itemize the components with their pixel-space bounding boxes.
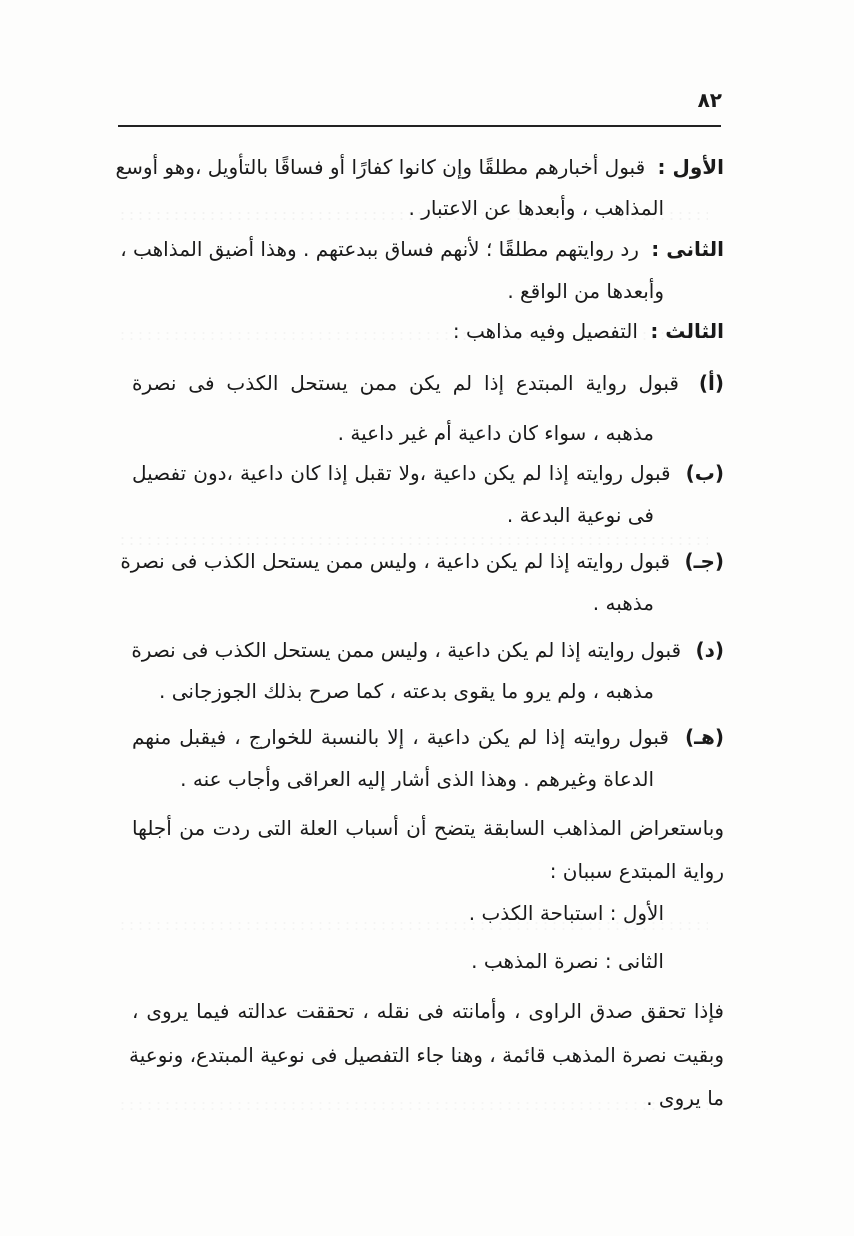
paragraph-first-line1 (115, 152, 724, 182)
item-b-line1 (132, 458, 724, 488)
item-text: قبول رواية المبتدع إذا لم يكن ممن يستحل الكذب فى نصرة (132, 371, 679, 395)
scan-noise (118, 920, 708, 930)
paragraph-text: قبول أخبارهم مطلقًا وإن كانوا كفارًا أو فساقًا بالتأويل ،وهو أوسع (115, 155, 646, 179)
reason-first: الأول : استباحة الكذب . (468, 901, 664, 925)
item-d-line1 (132, 635, 724, 665)
item-text: قبول روايته إذا لم يكن داعية ، وليس ممن يستحل الكذب فى نصرة (120, 549, 671, 573)
page-number: ٨٢ (697, 88, 722, 112)
item-marker: (أ) (698, 371, 724, 395)
item-b-line2: فى نوعية البدعة . (506, 503, 654, 527)
item-text: قبول روايته إذا لم يكن داعية ،ولا تقبل إذا كان داعية ،دون تفصيل (132, 461, 671, 485)
item-marker: (ب) (685, 461, 724, 485)
scan-noise (118, 330, 708, 340)
conclusion-line1: وباستعراض المذاهب السابقة يتضح أن أسباب العلة التى ردت من أجلها (132, 816, 724, 840)
item-marker: (هـ) (685, 725, 725, 749)
paragraph-text: التفصيل وفيه مذاهب : (452, 319, 638, 343)
scan-noise (118, 1100, 708, 1110)
reason-second: الثانى : نصرة المذهب . (471, 949, 664, 973)
paragraph-second-line1 (120, 234, 724, 264)
paragraph-text: رد روايتهم مطلقًا ؛ لأنهم فساق ببدعتهم . وهذا أضيق المذاهب ، (120, 237, 639, 261)
item-a-line1 (132, 368, 724, 398)
item-a-line2: مذهبه ، سواء كان داعية أم غير داعية . (337, 421, 654, 445)
paragraph-label: الثالث : (650, 319, 724, 343)
paragraph-first-line2: المذاهب ، وأبعدها عن الاعتبار . (408, 196, 664, 220)
paragraph-label: الثانى : (651, 237, 724, 261)
item-text: قبول روايته إذا لم يكن داعية ، إلا بالنسبة للخوارج ، فيقبل منهم (132, 725, 669, 749)
conclusion-line3: فإذا تحقق صدق الراوى ، وأمانته فى نقله ، تحققت عدالته فيما يروى ، (132, 999, 724, 1023)
item-text: قبول روايته إذا لم يكن داعية ، وليس ممن يستحل الكذب فى نصرة (131, 638, 682, 662)
scan-noise (118, 210, 708, 220)
item-marker: (د) (695, 638, 724, 662)
conclusion-line4: وبقيت نصرة المذهب قائمة ، وهنا جاء التفصيل فى نوعية المبتدع، ونوعية (129, 1043, 724, 1067)
item-d-line2: مذهبه ، ولم يرو ما يقوى بدعته ، كما صرح بذلك الجوزجانى . (159, 679, 654, 703)
conclusion-line5: ما يروى . (646, 1086, 724, 1110)
item-e-line1 (132, 722, 724, 752)
header-rule (118, 125, 721, 127)
conclusion-line2: رواية المبتدع سببان : (549, 859, 724, 883)
paragraph-label: الأول : (657, 155, 724, 179)
item-marker: (جـ) (684, 549, 724, 573)
item-c-line1 (120, 546, 724, 576)
item-e-line2: الدعاة وغيرهم . وهذا الذى أشار إليه العراقى وأجاب عنه . (180, 767, 654, 791)
scan-noise (118, 535, 708, 545)
item-c-line2: مذهبه . (592, 591, 654, 615)
paragraph-second-line2: وأبعدها من الواقع . (507, 279, 664, 303)
